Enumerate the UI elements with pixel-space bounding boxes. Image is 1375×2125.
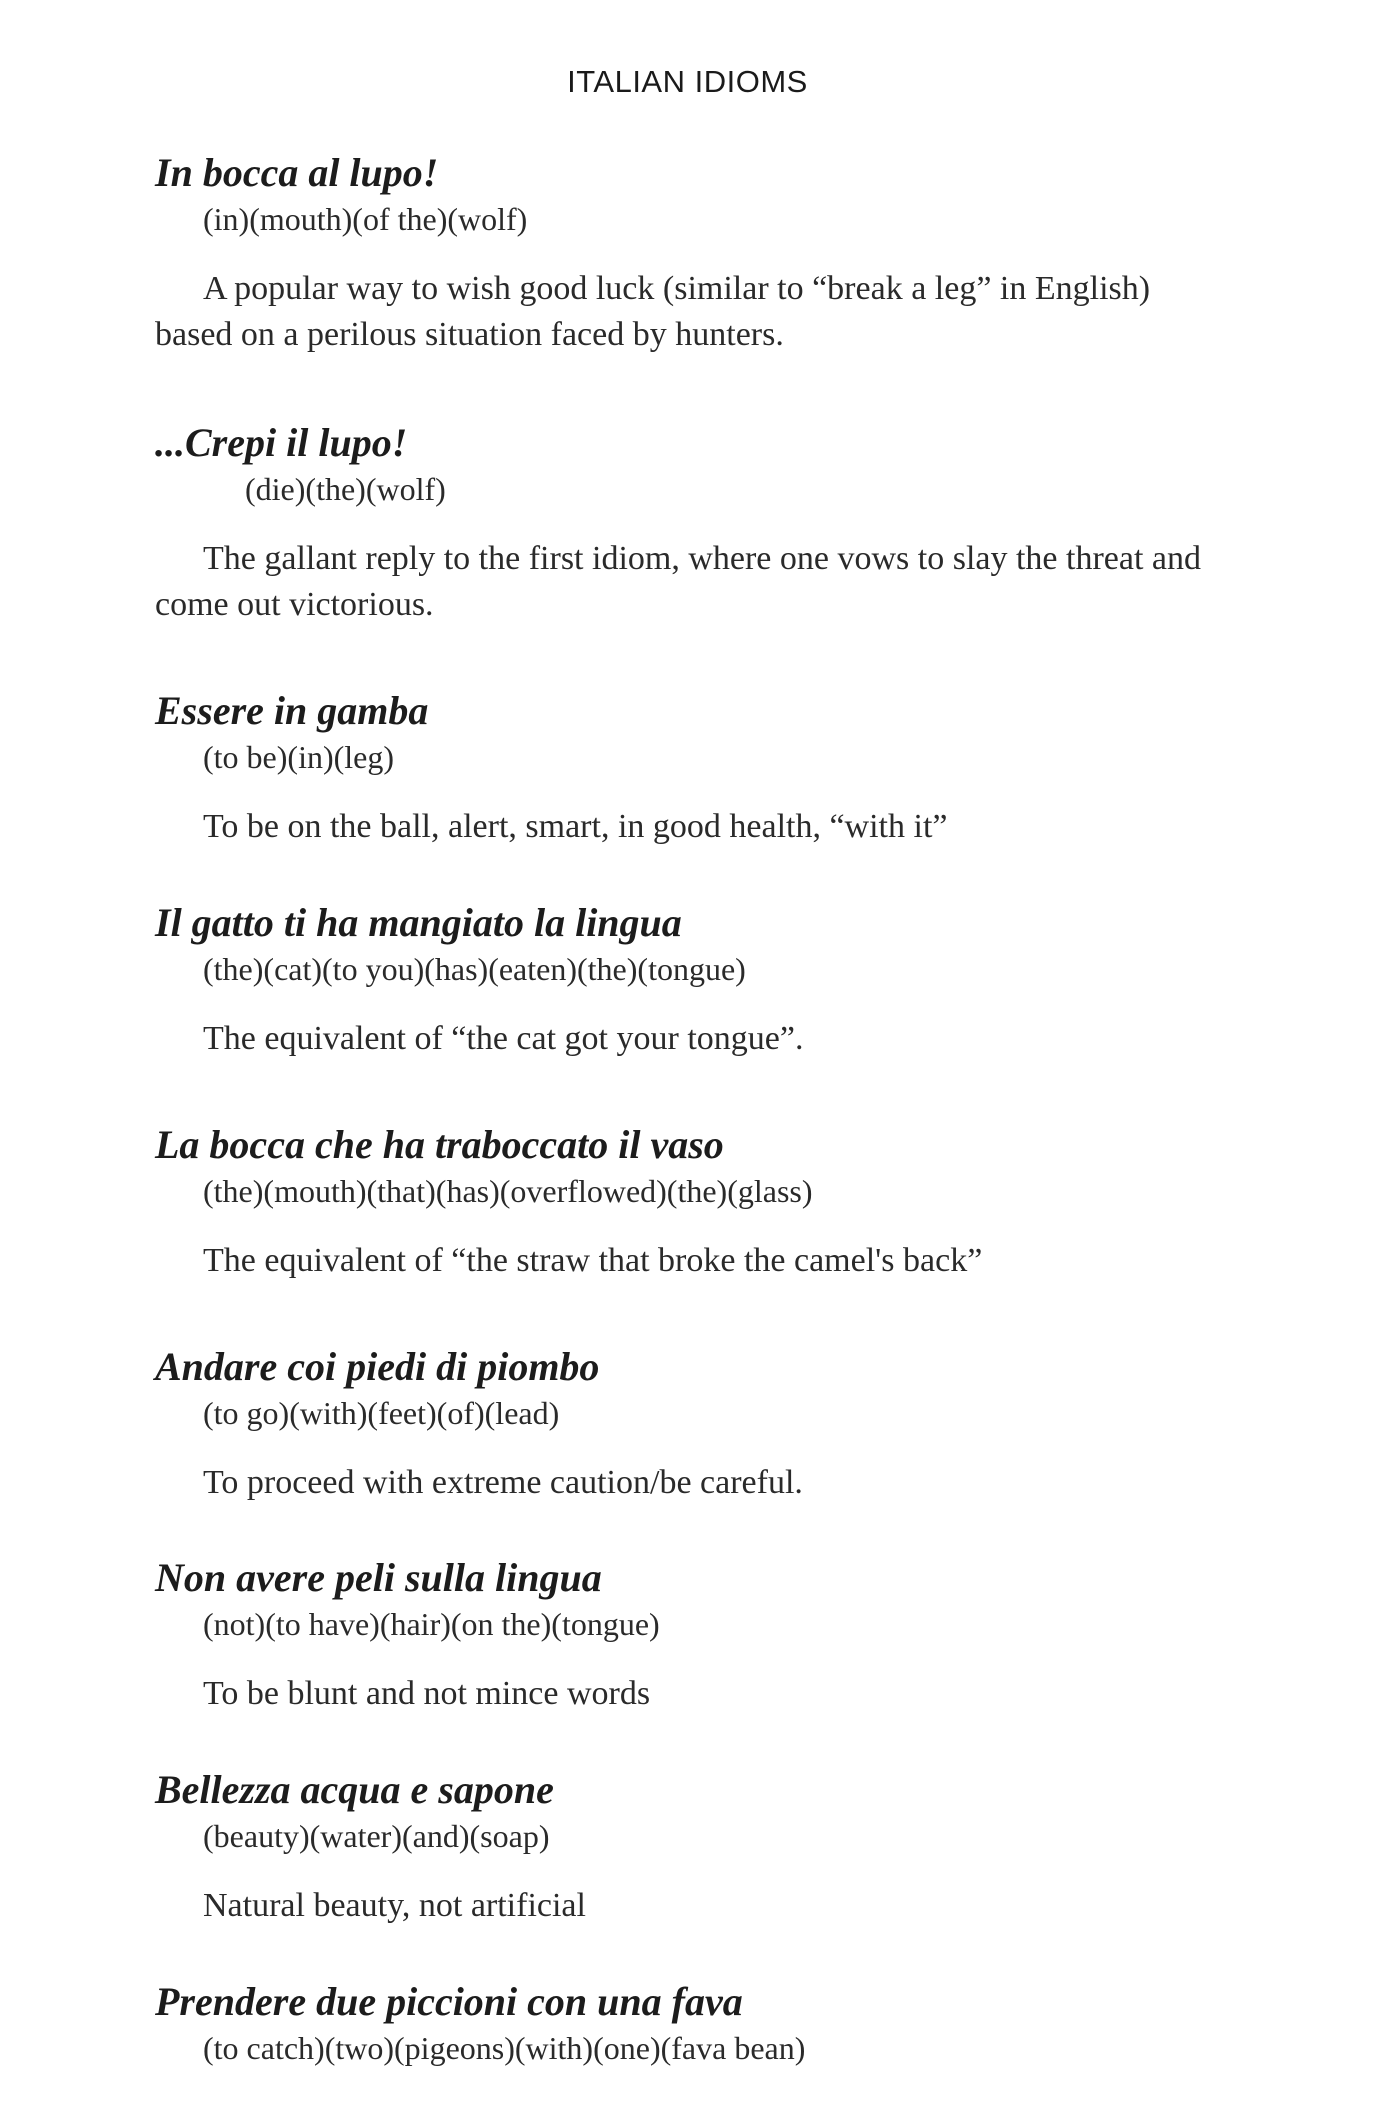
idiom-entry — [155, 418, 1235, 628]
idiom-phrase: Bellezza acqua e sapone — [155, 1767, 554, 1812]
idiom-entry — [155, 148, 1235, 358]
idiom-meaning: To be on the ball, alert, smart, in good health, “with it” — [203, 808, 948, 845]
idiom-phrase: Il gatto ti ha mangiato la lingua — [155, 900, 682, 945]
idiom-entry — [155, 1553, 1235, 1717]
idiom-phrase: ...Crepi il lupo! — [155, 420, 408, 465]
idiom-entry — [155, 1765, 1235, 1929]
idiom-entry — [155, 1977, 1235, 2069]
idiom-phrase: La bocca che ha traboccato il vaso — [155, 1122, 724, 1167]
idiom-entry — [155, 1120, 1235, 1284]
idiom-meaning: Natural beauty, not artificial — [203, 1887, 586, 1924]
idiom-literal-gloss: (die)(the)(wolf) — [245, 471, 446, 507]
idiom-phrase: Andare coi piedi di piombo — [155, 1344, 600, 1389]
page-title: ITALIAN IDIOMS — [567, 64, 808, 99]
idiom-literal-gloss: (to go)(with)(feet)(of)(lead) — [203, 1395, 560, 1431]
idiom-phrase: Prendere due piccioni con una fava — [155, 1979, 743, 2024]
idiom-meaning: The equivalent of “the cat got your tongue”. — [203, 1020, 804, 1057]
idiom-literal-gloss: (the)(mouth)(that)(has)(overflowed)(the)(glass) — [203, 1173, 813, 1209]
idiom-meaning: To proceed with extreme caution/be careful. — [203, 1464, 803, 1501]
idiom-meaning: A popular way to wish good luck (similar to “break a leg” in English) based on a perilous situation faced by hunters. — [155, 270, 1151, 353]
idiom-phrase: In bocca al lupo! — [155, 150, 439, 195]
idiom-literal-gloss: (beauty)(water)(and)(soap) — [203, 1818, 550, 1854]
idiom-literal-gloss: (not)(to have)(hair)(on the)(tongue) — [203, 1606, 660, 1642]
idiom-literal-gloss: (in)(mouth)(of the)(wolf) — [203, 201, 528, 237]
idiom-literal-gloss: (to be)(in)(leg) — [203, 739, 395, 775]
idiom-meaning: To be blunt and not mince words — [203, 1675, 651, 1712]
idiom-meaning: The equivalent of “the straw that broke the camel's back” — [203, 1242, 983, 1279]
idiom-phrase: Essere in gamba — [155, 688, 429, 733]
idiom-literal-gloss: (the)(cat)(to you)(has)(eaten)(the)(tongue) — [203, 951, 746, 987]
idiom-entry — [155, 898, 1235, 1062]
idiom-meaning: The gallant reply to the first idiom, where one vows to slay the threat and come out victorious. — [155, 540, 1202, 623]
idiom-entry — [155, 686, 1235, 850]
idiom-literal-gloss: (to catch)(two)(pigeons)(with)(one)(fava bean) — [203, 2030, 806, 2066]
idiom-phrase: Non avere peli sulla lingua — [155, 1555, 602, 1600]
idiom-entry — [155, 1342, 1235, 1506]
